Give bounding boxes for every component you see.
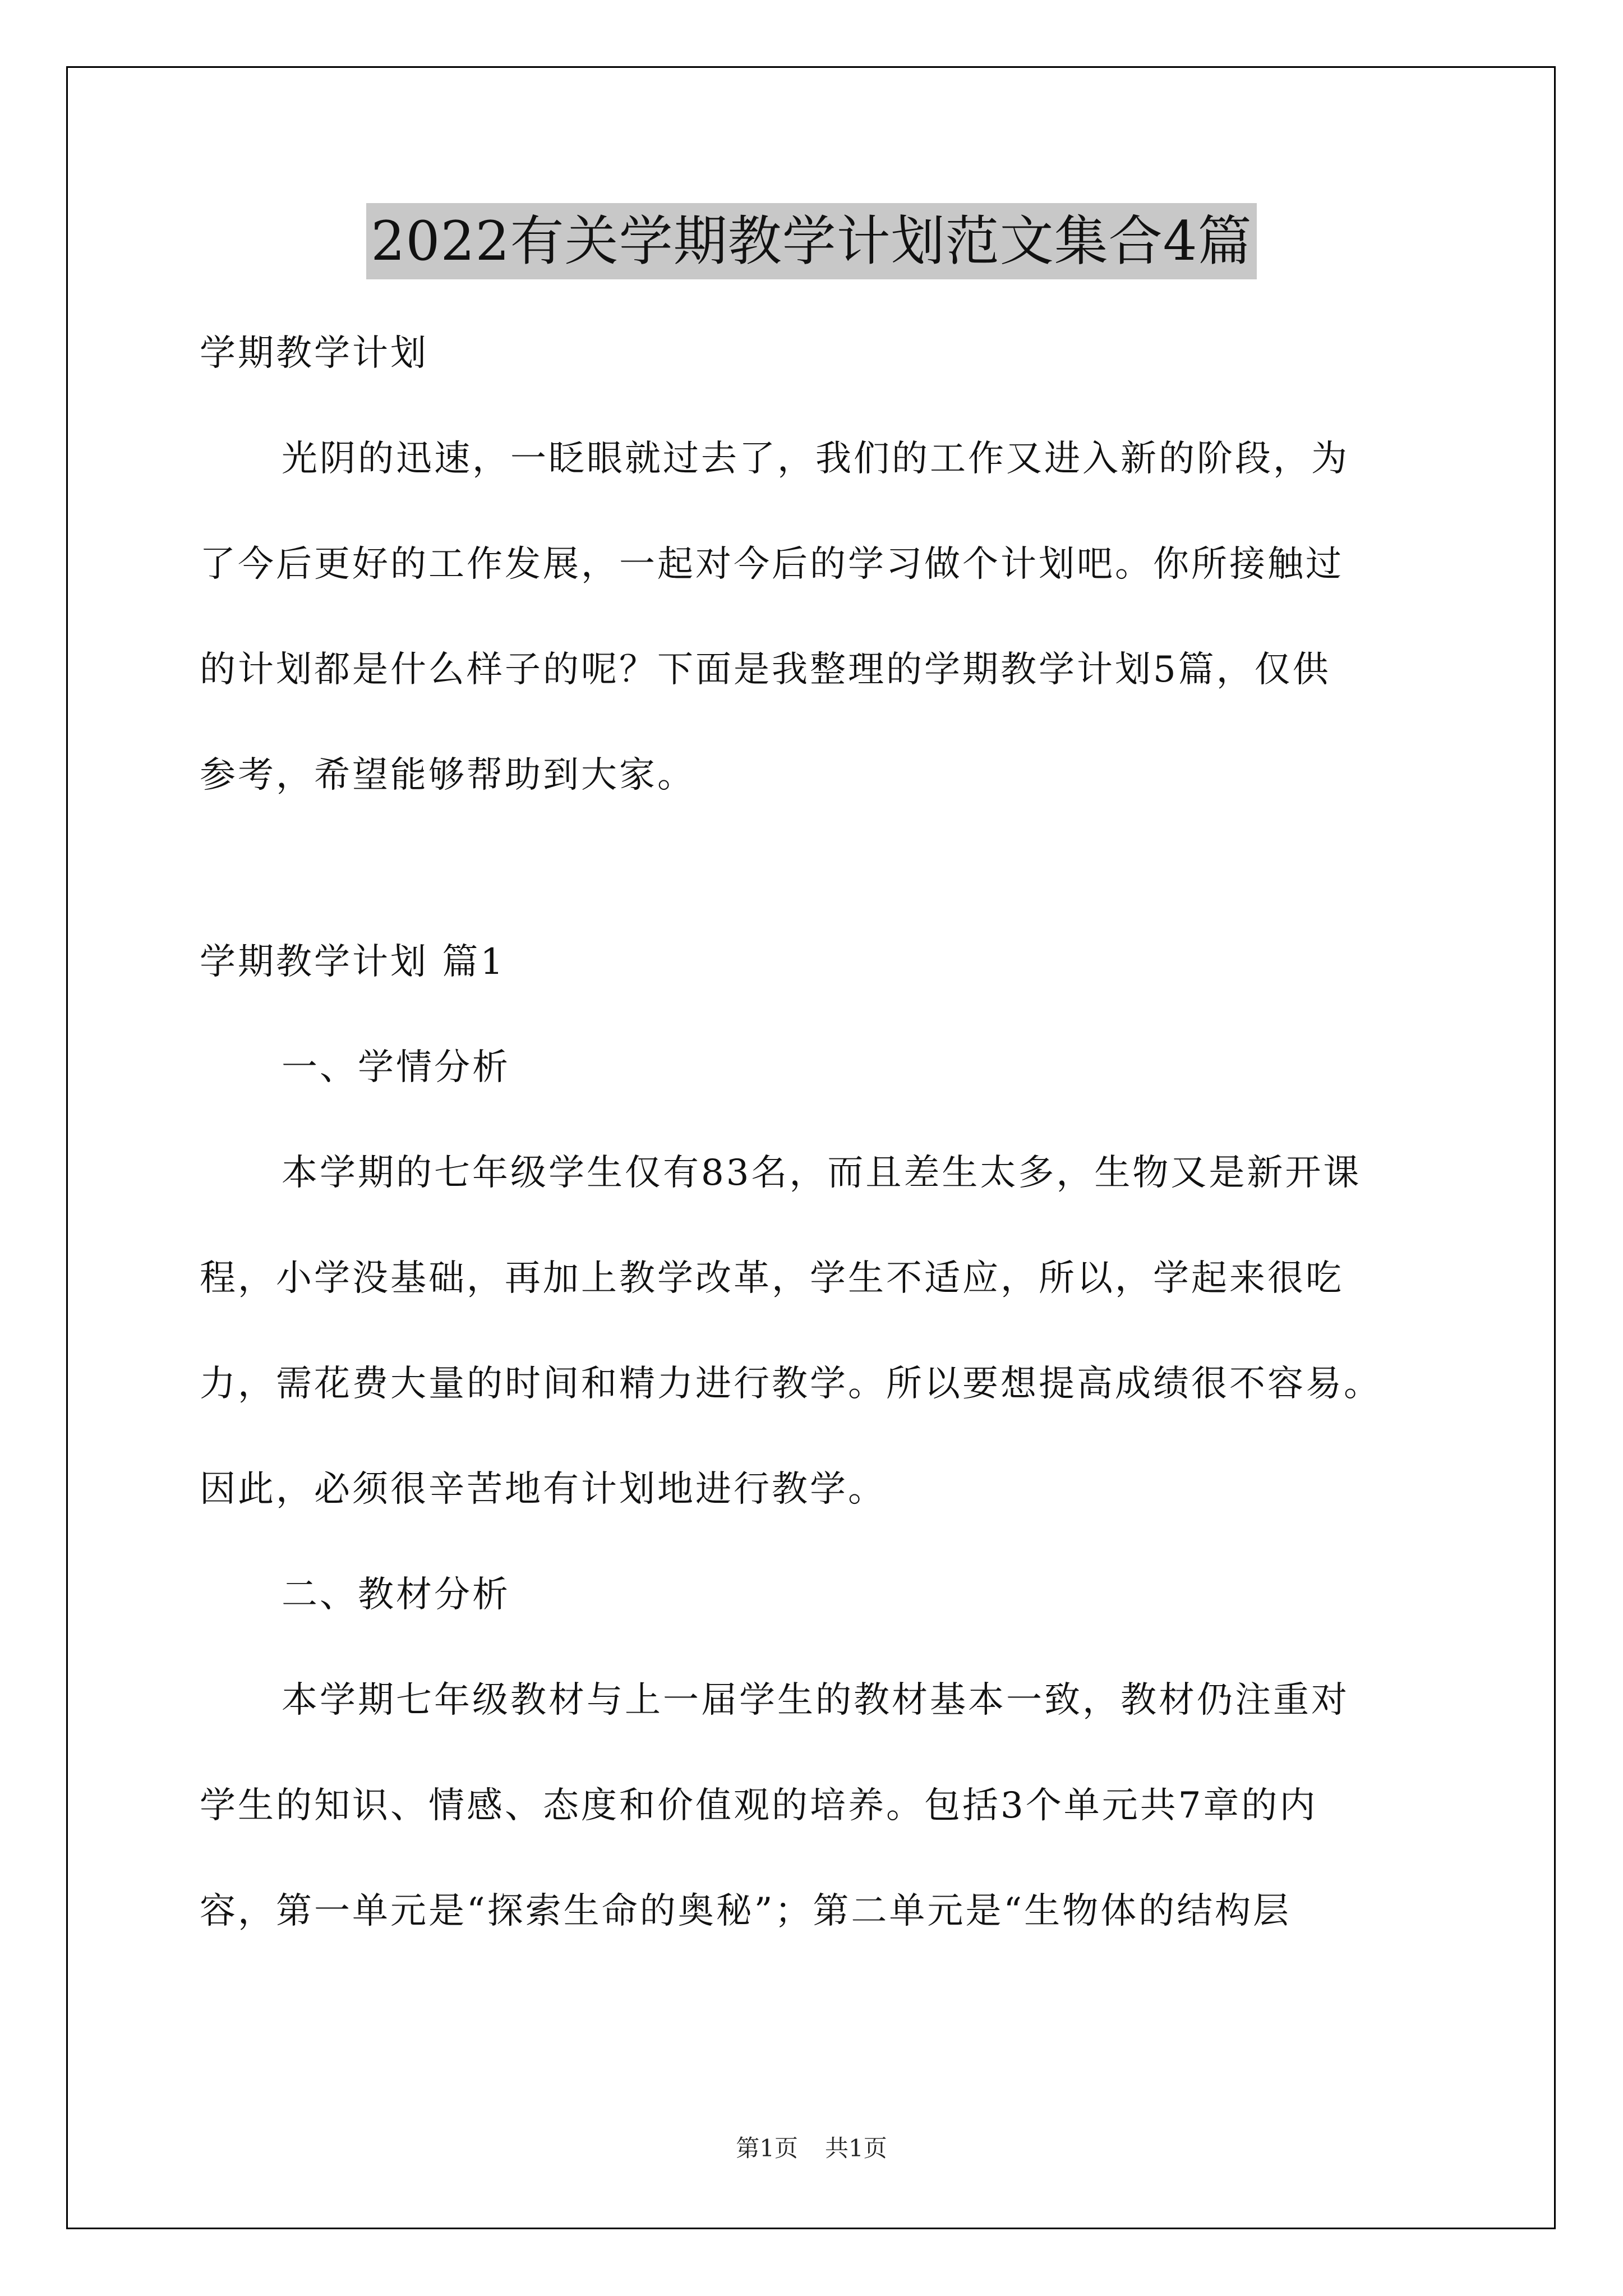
section-heading: 学期教学计划 篇1 — [200, 941, 506, 983]
paragraph-gap — [200, 828, 1428, 909]
paragraph-line: 的计划都是什么样子的呢？下面是我整理的学期教学计划5篇，仅供 — [200, 649, 1331, 691]
paragraph-line: 光阴的迅速，一眨眼就过去了，我们的工作又进入新的阶段，为 — [282, 438, 1349, 480]
paragraph-line: 了今后更好的工作发展，一起对今后的学习做个计划吧。你所接触过 — [200, 544, 1344, 585]
paragraph-line: 因此，必须很辛苦地有计划地进行教学。 — [200, 1469, 886, 1510]
paragraph-line: 本学期七年级教材与上一届学生的教材基本一致，教材仍注重对 — [282, 1680, 1349, 1721]
page-footer — [0, 2132, 1623, 2165]
subsection-heading: 二、教材分析 — [282, 1574, 510, 1616]
paragraph-line: 程，小学没基础，再加上教学改革，学生不适应，所以，学起来很吃 — [200, 1258, 1344, 1299]
subsection-heading: 一、学情分析 — [282, 1047, 510, 1088]
paragraph-line: 容，第一单元是“探索生命的奥秘”；第二单元是“生物体的结构层 — [200, 1890, 1292, 1932]
title-container — [0, 203, 1623, 279]
paragraph-line: 本学期的七年级学生仅有83名，而且差生太多，生物又是新开课 — [282, 1152, 1362, 1194]
document-title: 2022有关学期教学计划范文集合4篇 — [366, 203, 1256, 279]
page-total: 共1页 — [825, 2134, 887, 2162]
document-body — [200, 301, 1428, 1964]
page-number: 第1页 — [736, 2134, 798, 2162]
paragraph-line: 学生的知识、情感、态度和价值观的培养。包括3个单元共7章的内 — [200, 1785, 1318, 1826]
paragraph-line: 参考，希望能够帮助到大家。 — [200, 754, 695, 796]
section-heading: 学期教学计划 — [200, 333, 428, 374]
paragraph-line: 力，需花费大量的时间和精力进行教学。所以要想提高成绩很不容易。 — [200, 1363, 1382, 1405]
